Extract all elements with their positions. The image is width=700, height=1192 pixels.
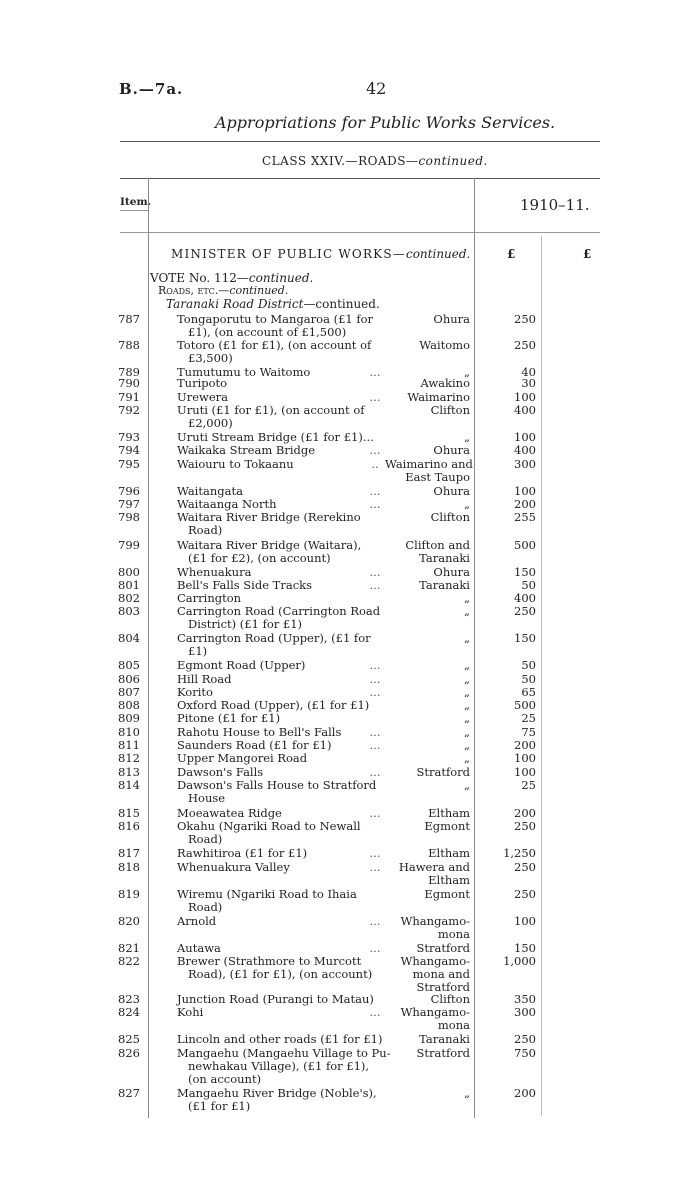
item-description: Rahotu House to Bell's Falls xyxy=(177,725,342,739)
electoral-district: „ xyxy=(464,738,470,752)
district-heading: Taranaki Road District—continued. xyxy=(166,297,380,311)
table-row xyxy=(0,312,700,339)
electoral-district: „ xyxy=(464,631,470,645)
item-amount: 250 xyxy=(514,312,536,326)
table-row xyxy=(0,847,700,860)
leader-dots: .. xyxy=(371,457,379,471)
item-number: 797 xyxy=(118,497,140,511)
item-amount: 100 xyxy=(514,430,536,444)
electoral-district: Waimarino and xyxy=(385,457,473,471)
item-description: Dawson's Falls xyxy=(177,765,264,779)
electoral-district: Whangamo- xyxy=(400,914,470,928)
item-number: 794 xyxy=(118,443,140,457)
item-description: Tongaporutu to Mangaroa (£1 for xyxy=(177,312,374,326)
item-number: 826 xyxy=(118,1046,140,1060)
electoral-district-continued: mona and xyxy=(412,967,470,981)
item-number: 789 xyxy=(118,365,140,379)
item-number: 807 xyxy=(118,685,140,699)
item-description: Brewer (Strathmore to Murcott xyxy=(177,954,362,968)
table-row xyxy=(0,752,700,765)
item-amount: 25 xyxy=(521,778,536,792)
table-row xyxy=(0,819,700,846)
item-description: Junction Road (Purangi to Matau) xyxy=(177,992,374,1006)
item-description: Waitangata xyxy=(177,484,243,498)
item-number: 816 xyxy=(118,819,140,833)
item-description: Egmont Road (Upper) xyxy=(177,658,306,672)
item-amount: 50 xyxy=(521,578,536,592)
item-amount: 300 xyxy=(514,1005,536,1019)
table-row xyxy=(0,579,700,592)
item-number: 802 xyxy=(118,591,140,605)
item-number: 822 xyxy=(118,954,140,968)
electoral-district: „ xyxy=(464,365,470,379)
item-description-continued: Road) xyxy=(188,832,223,846)
item-number: 788 xyxy=(118,338,140,352)
electoral-district: „ xyxy=(464,778,470,792)
table-row xyxy=(0,431,700,444)
leader-dots: ... xyxy=(369,443,381,457)
electoral-district: Clifton xyxy=(430,510,470,524)
item-description: Waikaka Stream Bridge xyxy=(177,443,316,457)
leader-dots: ... xyxy=(369,860,381,874)
item-amount: 30 xyxy=(521,376,536,390)
item-number: 818 xyxy=(118,860,140,874)
table-row xyxy=(0,403,700,430)
table-row xyxy=(0,699,700,712)
vote-heading: VOTE No. 112—continued. xyxy=(150,271,314,285)
item-description-continued: £2,000) xyxy=(188,416,233,430)
table-row xyxy=(0,510,700,537)
table-row xyxy=(0,1086,700,1113)
item-description: Waitara River Bridge (Rerekino xyxy=(177,510,361,524)
electoral-district: Hawera and xyxy=(398,860,470,874)
item-amount: 40 xyxy=(521,365,536,379)
item-amount: 100 xyxy=(514,390,536,404)
table-row xyxy=(0,377,700,390)
item-amount: 750 xyxy=(514,1046,536,1060)
year-column-header: 1910–11. xyxy=(520,196,590,214)
electoral-district: „ xyxy=(464,672,470,686)
table-row xyxy=(0,954,700,994)
page-number: 42 xyxy=(366,79,387,98)
leader-dots: ... xyxy=(369,738,381,752)
table-row xyxy=(0,860,700,887)
item-description: Hill Road xyxy=(177,672,232,686)
electoral-district-continued: Taranaki xyxy=(419,551,470,565)
table-row xyxy=(0,604,700,631)
item-number: 823 xyxy=(118,992,140,1006)
table-row xyxy=(0,1033,700,1046)
electoral-district: Waitomo xyxy=(419,338,470,352)
table-row xyxy=(0,457,700,484)
electoral-district: Clifton xyxy=(430,403,470,417)
item-number: 824 xyxy=(118,1005,140,1019)
electoral-district: „ xyxy=(464,591,470,605)
pound-sign-items: £ xyxy=(507,247,516,261)
item-description: Carrington xyxy=(177,591,242,605)
table-row xyxy=(0,338,700,365)
item-number: 810 xyxy=(118,725,140,739)
item-description: Kohi xyxy=(177,1005,204,1019)
item-amount: 200 xyxy=(514,806,536,820)
item-description-continued: £1) xyxy=(188,644,208,658)
item-description: Dawson's Falls House to Stratford xyxy=(177,778,377,792)
item-amount: 255 xyxy=(514,510,536,524)
item-number: 799 xyxy=(118,538,140,552)
item-amount: 100 xyxy=(514,751,536,765)
header-bottom-rule xyxy=(120,232,600,233)
table-row xyxy=(0,444,700,457)
item-amount: 200 xyxy=(514,497,536,511)
item-description: Upper Mangorei Road xyxy=(177,751,308,765)
item-amount: 350 xyxy=(514,992,536,1006)
electoral-district: Ohura xyxy=(433,312,470,326)
item-amount: 250 xyxy=(514,819,536,833)
item-description: Mangaehu (Mangaehu Village to Pu- xyxy=(177,1046,391,1060)
electoral-district: Clifton xyxy=(430,992,470,1006)
leader-dots: ... xyxy=(369,941,381,955)
item-description: Saunders Road (£1 for £1) xyxy=(177,738,332,752)
leader-dots: ... xyxy=(369,806,381,820)
item-description: Okahu (Ngariki Road to Newall xyxy=(177,819,361,833)
electoral-district: Whangamo- xyxy=(400,954,470,968)
item-description-continued: £1), (on account of £1,500) xyxy=(188,325,347,339)
item-number: 827 xyxy=(118,1086,140,1100)
item-number: 801 xyxy=(118,578,140,592)
item-amount: 150 xyxy=(514,565,536,579)
item-amount: 250 xyxy=(514,1032,536,1046)
electoral-district: Stratford xyxy=(416,1046,470,1060)
item-number: 821 xyxy=(118,941,140,955)
electoral-district: Whangamo- xyxy=(400,1005,470,1019)
electoral-district: Egmont xyxy=(424,819,470,833)
electoral-district: Taranaki xyxy=(419,1032,470,1046)
item-number: 817 xyxy=(118,846,140,860)
table-row xyxy=(0,485,700,498)
electoral-district-continued: mona xyxy=(437,1018,470,1032)
item-number: 800 xyxy=(118,565,140,579)
item-description-continued: £3,500) xyxy=(188,351,233,365)
electoral-district: Eltham xyxy=(428,806,470,820)
pound-sign-total: £ xyxy=(583,247,592,261)
item-description: Lincoln and other roads (£1 for £1) xyxy=(177,1032,383,1046)
item-amount: 200 xyxy=(514,1086,536,1100)
electoral-district: „ xyxy=(464,1086,470,1100)
item-description: Waitaanga North xyxy=(177,497,277,511)
table-row xyxy=(0,914,700,941)
item-number: 820 xyxy=(118,914,140,928)
item-amount: 150 xyxy=(514,941,536,955)
item-number: 806 xyxy=(118,672,140,686)
leader-dots: ... xyxy=(369,725,381,739)
item-amount: 400 xyxy=(514,591,536,605)
item-number: 796 xyxy=(118,484,140,498)
item-header-rule xyxy=(120,210,148,211)
leader-dots: ... xyxy=(369,914,381,928)
item-description-continued: District) (£1 for £1) xyxy=(188,617,303,631)
table-row xyxy=(0,566,700,579)
leader-dots: ... xyxy=(369,765,381,779)
item-amount: 100 xyxy=(514,914,536,928)
table-row xyxy=(0,739,700,752)
item-number: 811 xyxy=(118,738,140,752)
electoral-district: „ xyxy=(464,497,470,511)
electoral-district-continued: Eltham xyxy=(428,873,470,887)
electoral-district: Waimarino xyxy=(407,390,470,404)
item-description: Carrington Road (Upper), (£1 for xyxy=(177,631,371,645)
electoral-district: „ xyxy=(464,604,470,618)
item-description: Rawhitiroa (£1 for £1) xyxy=(177,846,308,860)
item-number: 793 xyxy=(118,430,140,444)
item-description: Tumutumu to Waitomo xyxy=(177,365,311,379)
item-description: Waitara River Bridge (Waitara), xyxy=(177,538,362,552)
electoral-district: Taranaki xyxy=(419,578,470,592)
electoral-district: „ xyxy=(464,711,470,725)
item-description: Autawa xyxy=(177,941,221,955)
item-number: 792 xyxy=(118,403,140,417)
table-row xyxy=(0,726,700,739)
electoral-district: „ xyxy=(464,430,470,444)
item-number: 795 xyxy=(118,457,140,471)
item-number: 805 xyxy=(118,658,140,672)
item-description: Oxford Road (Upper), (£1 for £1) xyxy=(177,698,370,712)
item-description-continued: newhakau Village), (£1 for £1), xyxy=(188,1059,370,1073)
item-description: Arnold xyxy=(177,914,217,928)
item-amount: 100 xyxy=(514,484,536,498)
table-row xyxy=(0,887,700,914)
electoral-district: „ xyxy=(464,751,470,765)
leader-dots: ... xyxy=(369,1005,381,1019)
item-description-continued: House xyxy=(188,791,226,805)
item-description-continued: Road) xyxy=(188,900,223,914)
item-description: Mangaehu River Bridge (Noble's), xyxy=(177,1086,377,1100)
item-number: 812 xyxy=(118,751,140,765)
item-amount: 400 xyxy=(514,443,536,457)
item-number: 808 xyxy=(118,698,140,712)
item-amount: 200 xyxy=(514,738,536,752)
item-amount: 300 xyxy=(514,457,536,471)
item-description-continued: (on account) xyxy=(188,1072,262,1086)
item-description: Urewera xyxy=(177,390,228,404)
item-number: 798 xyxy=(118,510,140,524)
item-description: Waiouru to Tokaanu xyxy=(177,457,294,471)
item-amount: 75 xyxy=(521,725,536,739)
leader-dots: ... xyxy=(369,390,381,404)
item-amount: 1,000 xyxy=(503,954,536,968)
item-description-continued: Road), (£1 for £1), (on account) xyxy=(188,967,373,981)
table-row xyxy=(0,538,700,565)
item-description: Carrington Road (Carrington Road xyxy=(177,604,381,618)
minister-heading: MINISTER OF PUBLIC WORKS—continued. xyxy=(171,247,471,261)
item-amount: 500 xyxy=(514,698,536,712)
item-description-continued: (£1 for £1) xyxy=(188,1099,251,1113)
electoral-district: „ xyxy=(464,658,470,672)
item-number: 813 xyxy=(118,765,140,779)
electoral-district: Clifton and xyxy=(405,538,470,552)
table-row xyxy=(0,1005,700,1032)
item-number: 809 xyxy=(118,711,140,725)
leader-dots: ... xyxy=(369,658,381,672)
item-amount: 100 xyxy=(514,765,536,779)
electoral-district: „ xyxy=(464,685,470,699)
item-amount: 50 xyxy=(521,658,536,672)
table-top-rule xyxy=(120,178,600,179)
item-description: Wiremu (Ngariki Road to Ihaia xyxy=(177,887,357,901)
item-amount: 65 xyxy=(521,685,536,699)
item-amount: 250 xyxy=(514,887,536,901)
electoral-district: Ohura xyxy=(433,565,470,579)
item-description: Whenuakura xyxy=(177,565,252,579)
item-description: Turipoto xyxy=(177,376,228,390)
item-amount: 50 xyxy=(521,672,536,686)
table-row xyxy=(0,993,700,1006)
item-description: Korito xyxy=(177,685,213,699)
electoral-district: „ xyxy=(464,698,470,712)
item-number: 804 xyxy=(118,631,140,645)
item-number: 803 xyxy=(118,604,140,618)
electoral-district: Ohura xyxy=(433,484,470,498)
table-row xyxy=(0,631,700,658)
item-number: 819 xyxy=(118,887,140,901)
item-number: 790 xyxy=(118,376,140,390)
item-description: Whenuakura Valley xyxy=(177,860,290,874)
item-amount: 250 xyxy=(514,860,536,874)
item-amount: 150 xyxy=(514,631,536,645)
table-row xyxy=(0,1046,700,1086)
electoral-district: Eltham xyxy=(428,846,470,860)
leader-dots: ... xyxy=(369,578,381,592)
item-description-continued: Road) xyxy=(188,523,223,537)
leader-dots: ... xyxy=(369,497,381,511)
item-description: Pitone (£1 for £1) xyxy=(177,711,281,725)
item-description: Totoro (£1 for £1), (on account of xyxy=(177,338,372,352)
electoral-district: Stratford xyxy=(416,765,470,779)
item-description: Uruti Stream Bridge (£1 for £1)... xyxy=(177,430,374,444)
item-amount: 250 xyxy=(514,338,536,352)
leader-dots: ... xyxy=(369,565,381,579)
item-amount: 1,250 xyxy=(503,846,536,860)
page-title: Appropriations for Public Works Services. xyxy=(215,113,556,132)
item-amount: 500 xyxy=(514,538,536,552)
class-heading: CLASS XXIV.—ROADS—continued. xyxy=(262,154,488,168)
leader-dots: ... xyxy=(369,365,381,379)
electoral-district: Ohura xyxy=(433,443,470,457)
roads-heading: Roads, etc.—continued. xyxy=(158,284,289,297)
document-reference: B.—7a. xyxy=(119,80,184,98)
item-number: 814 xyxy=(118,778,140,792)
leader-dots: ... xyxy=(369,685,381,699)
table-row xyxy=(0,659,700,672)
item-amount: 400 xyxy=(514,403,536,417)
leader-dots: ... xyxy=(369,846,381,860)
item-description-continued: (£1 for £2), (on account) xyxy=(188,551,331,565)
item-amount: 25 xyxy=(521,711,536,725)
item-amount: 250 xyxy=(514,604,536,618)
electoral-district-continued: East Taupo xyxy=(405,470,470,484)
electoral-district: Awakino xyxy=(420,376,470,390)
table-row xyxy=(0,673,700,686)
leader-dots: ... xyxy=(369,672,381,686)
item-column-header: Item. xyxy=(120,196,152,208)
electoral-district-continued: mona xyxy=(437,927,470,941)
item-description: Uruti (£1 for £1), (on account of xyxy=(177,403,365,417)
electoral-district: „ xyxy=(464,725,470,739)
item-description: Moeawatea Ridge xyxy=(177,806,282,820)
electoral-district: Stratford xyxy=(416,941,470,955)
title-rule xyxy=(120,141,600,142)
item-description: Bell's Falls Side Tracks xyxy=(177,578,313,592)
table-row xyxy=(0,712,700,725)
item-number: 815 xyxy=(118,806,140,820)
item-number: 791 xyxy=(118,390,140,404)
item-number: 825 xyxy=(118,1032,140,1046)
electoral-district: Egmont xyxy=(424,887,470,901)
electoral-district-continued: Stratford xyxy=(416,980,470,994)
item-number: 787 xyxy=(118,312,140,326)
table-row xyxy=(0,778,700,805)
leader-dots: ... xyxy=(369,484,381,498)
